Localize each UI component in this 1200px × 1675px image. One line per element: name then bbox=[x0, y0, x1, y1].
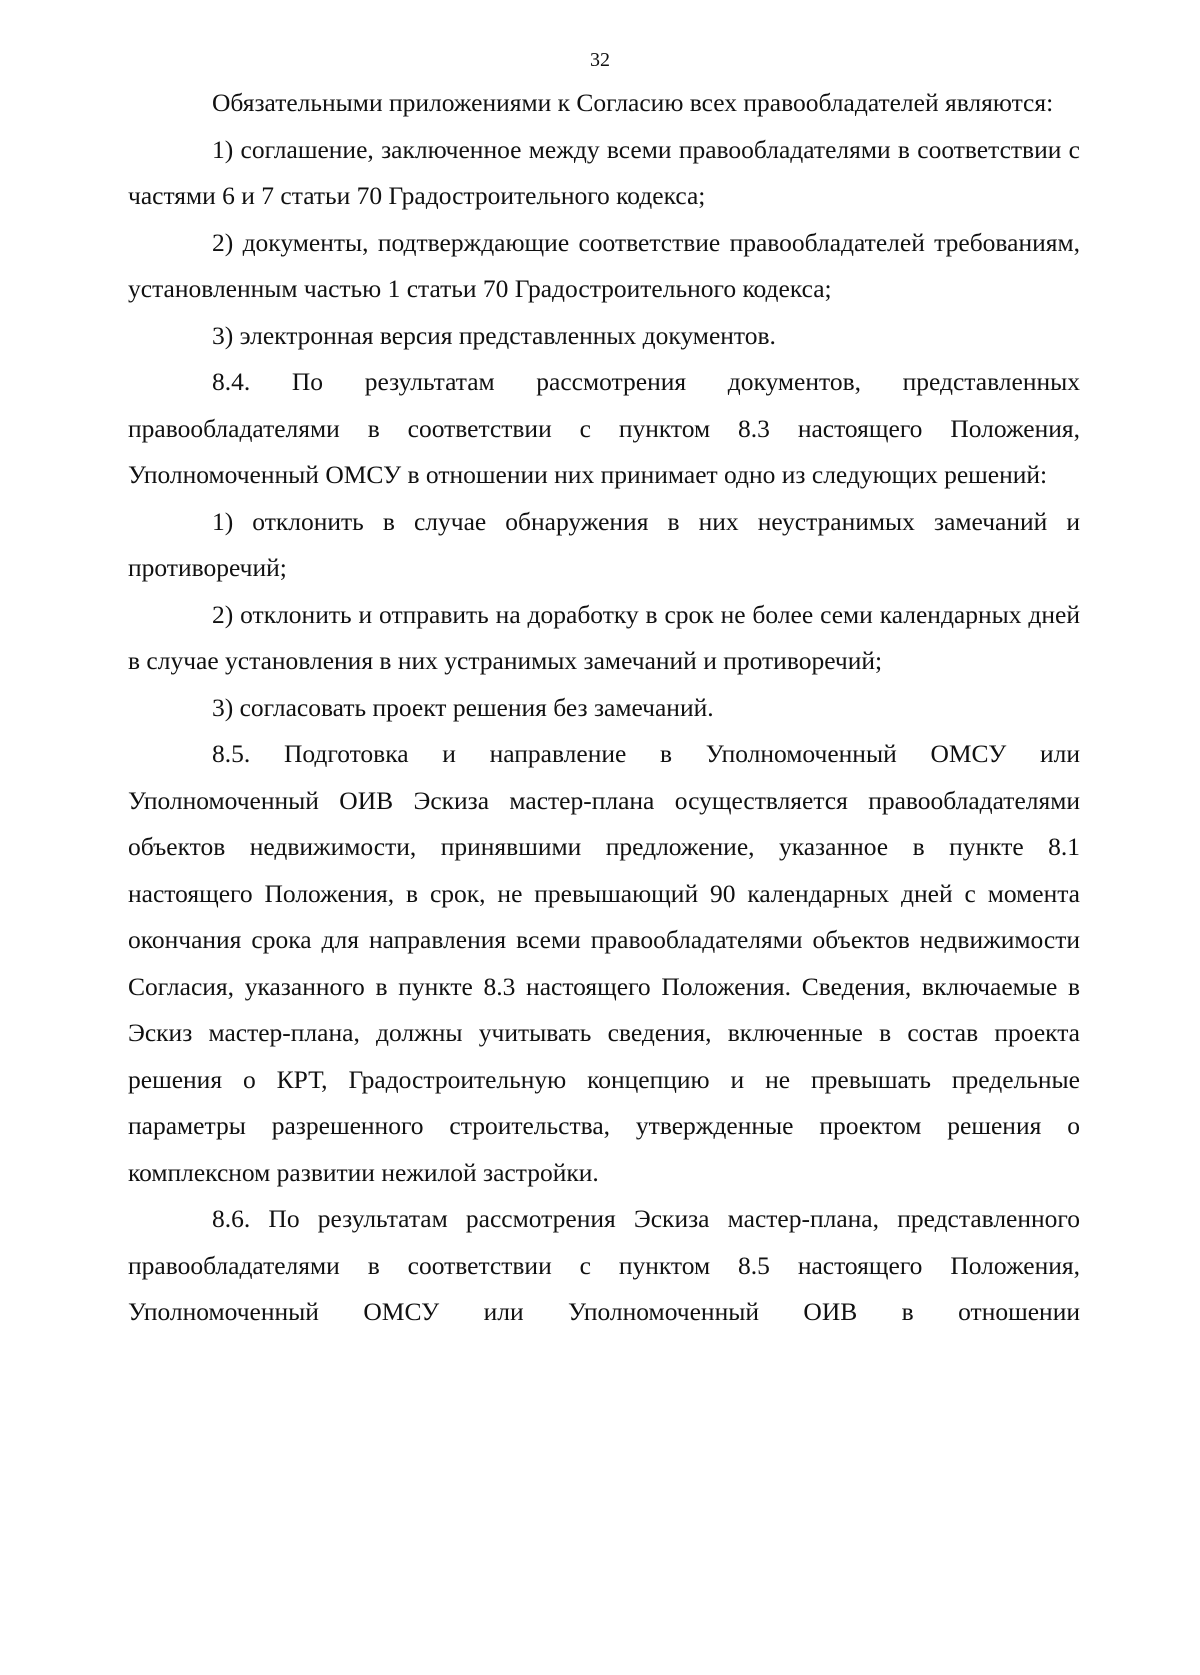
paragraph-attachments-intro: Обязательными приложениями к Согласию всех правообладателей являются: bbox=[212, 88, 1054, 117]
paragraph-8-5: 8.5. Подготовка и направление в Уполномоченный ОМСУ или Уполномоченный ОИВ Эскиза мастер-плана осуществляется правообладателями объектов недвижимости, принявшими предложение, указанное в пункте 8.1 настоящего Положения, в срок, не превышающий 90 календарных дней с момента окончания срока для направления всеми правообладателями объектов недвижимости Согласия, указанного в пункте 8.3 настоящего Положения. Сведения, включаемые в Эскиз мастер-плана, должны учитывать сведения, включенные в состав проекта решения о КРТ, Градостроительную концепцию и не превышать предельные параметры разрешенного строительства, утвержденные проектом решения о комплексном развитии нежилой застройки. bbox=[128, 739, 1080, 1187]
page-number: 32 bbox=[590, 49, 610, 71]
list-item-agreement: 1) соглашение, заключенное между всеми правообладателями в соответствии с частями 6 и 7 статьи 70 Градостроительного кодекса; bbox=[128, 134, 1080, 210]
list-item-electronic-version: 3) электронная версия представленных документов. bbox=[212, 320, 776, 350]
paragraph-8-4: 8.4. По результатам рассмотрения документов, представленных правообладателями в соответствии с пунктом 8.3 настоящего Положения, Уполномоченный ОМСУ в отношении них принимает одно из следующих решений: bbox=[128, 367, 1080, 489]
paragraph-8-6: 8.6. По результатам рассмотрения Эскиза мастер-плана, представленного правообладателями в соответствии с пунктом 8.5 настоящего Положения, Уполномоченный ОМСУ или Уполномоченный ОИВ в отношении bbox=[128, 1204, 1080, 1326]
list-item-reject-revise: 2) отклонить и отправить на доработку в срок не более семи календарных дней в случае установления в них устранимых замечаний и противоречий; bbox=[128, 599, 1080, 675]
list-item-approve: 3) согласовать проект решения без замечаний. bbox=[212, 692, 714, 722]
list-item-reject: 1) отклонить в случае обнаружения в них неустранимых замечаний и противоречий; bbox=[128, 506, 1080, 582]
list-item-documents: 2) документы, подтверждающие соответствие правообладателей требованиям, установленным частью 1 статьи 70 Градостроительного кодекса; bbox=[128, 227, 1080, 303]
document-body bbox=[128, 80, 1080, 1336]
